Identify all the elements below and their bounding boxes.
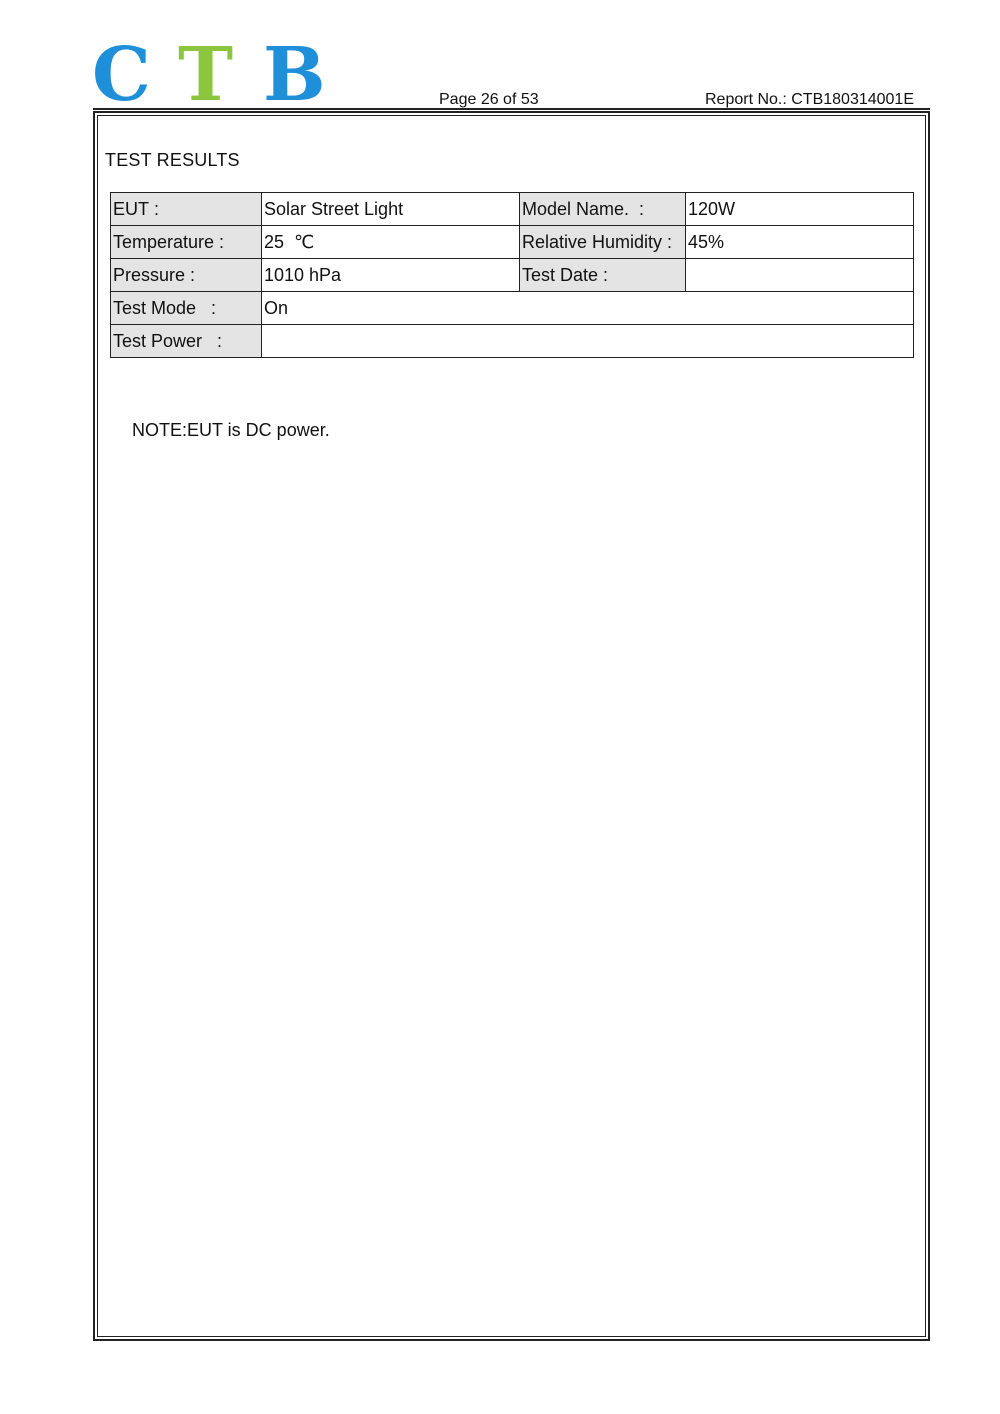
section-title: TEST RESULTS: [105, 150, 240, 170]
table-row: [111, 226, 914, 259]
logo-letter-c: C: [92, 38, 151, 108]
logo-letter-b: B: [263, 38, 326, 108]
test-mode-value: On: [262, 292, 914, 325]
model-name-label: Model Name. :: [520, 193, 686, 226]
test-results-table: [110, 192, 914, 358]
pressure-value: 1010 hPa: [262, 259, 520, 292]
header-rule: [93, 108, 930, 110]
ctb-logo: [92, 38, 337, 108]
table-row: [111, 325, 914, 358]
relative-humidity-value: 45%: [686, 226, 914, 259]
table-row: [111, 259, 914, 292]
relative-humidity-label: Relative Humidity :: [520, 226, 686, 259]
temperature-label: Temperature :: [111, 226, 262, 259]
logo-letter-t: T: [178, 38, 234, 108]
eut-value: Solar Street Light: [262, 193, 520, 226]
pressure-label: Pressure :: [111, 259, 262, 292]
note-text: NOTE:EUT is DC power.: [132, 420, 330, 440]
temperature-value: 25 ℃: [262, 226, 520, 259]
page-number: Page 26 of 53: [439, 91, 539, 108]
test-date-value: [686, 259, 914, 292]
ctb-logo-graphic: [92, 38, 337, 108]
eut-label: EUT :: [111, 193, 262, 226]
test-power-label: Test Power :: [111, 325, 262, 358]
test-mode-label: Test Mode :: [111, 292, 262, 325]
test-date-label: Test Date :: [520, 259, 686, 292]
report-number: Report No.: CTB180314001E: [704, 91, 914, 108]
model-name-value: 120W: [686, 193, 914, 226]
test-power-value: [262, 325, 914, 358]
table-row: [111, 292, 914, 325]
table-row: [111, 193, 914, 226]
